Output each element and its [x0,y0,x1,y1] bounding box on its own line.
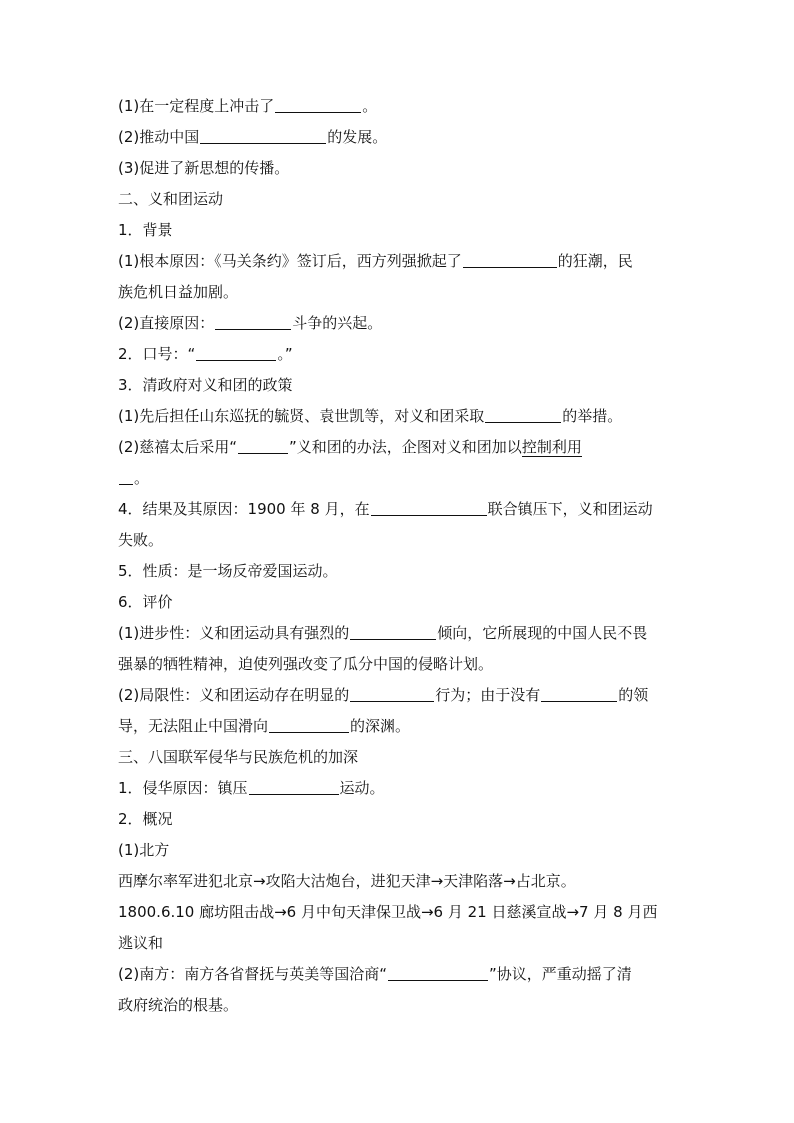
heading-result-cont: 失败。 [118,531,164,549]
fill-blank[interactable] [463,249,557,268]
invasion-cause [118,773,678,804]
heading-background: 1．背景 [118,221,173,239]
heading-evaluation: 6．评价 [118,593,173,611]
north-timeline-1: 西摩尔率军进犯北京→攻陷大沽炮台，进犯天津→天津陷落→占北京。 [118,872,576,890]
text: ”义和团的办法，企图对义和团加以 [289,438,522,456]
fill-blank[interactable] [388,962,488,981]
text: 的狂潮，民 [557,252,633,270]
text: 斗争的兴起。 [292,314,383,332]
item-1 [118,91,678,122]
evaluation-progressive [118,618,678,649]
south-line [118,959,678,990]
section-title-boxer: 二、义和团运动 [118,190,224,208]
text: ”协议，严重动摇了清 [489,965,632,983]
text: 1．侵华原因：镇压 [118,779,248,797]
item-3: (3)促进了新思想的传播。 [118,159,290,177]
fill-blank[interactable] [541,683,617,702]
text: (1)在一定程度上冲击了 [118,97,275,115]
fill-blank[interactable] [350,683,434,702]
fill-blank[interactable] [196,342,276,361]
text: 的领 [618,686,649,704]
text: 导，无法阻止中国滑向 [118,717,269,735]
fill-blank[interactable] [249,776,339,795]
text: (2)南方：南方各省督抚与英美等国洽商“ [118,965,388,983]
text: (2)推动中国 [118,128,200,146]
text: (1)根本原因：《马关条约》签订后，西方列强掀起了 [118,252,462,270]
fill-blank[interactable] [119,466,133,485]
evaluation-progressive-cont: 强暴的牺牲精神，迫使列强改变了瓜分中国的侵略计划。 [118,655,494,673]
fill-blank[interactable] [200,125,326,144]
fill-blank[interactable] [275,94,361,113]
north-title: (1)北方 [118,841,170,859]
background-root-cause-cont: 族危机日益加剧。 [118,283,239,301]
fill-blank[interactable] [350,621,436,640]
evaluation-limitation-cont [118,711,678,742]
background-direct-cause [118,308,678,339]
north-timeline-2: 1800.6.10 廊坊阻击战→6 月中旬天津保卫战→6 月 21 日慈溪宣战→7 月 8 月西 [118,903,658,921]
text: 行为；由于没有 [435,686,541,704]
fill-blank[interactable] [215,311,291,330]
heading-result [118,494,678,525]
background-root-cause [118,246,678,277]
fill-blank[interactable] [238,435,288,454]
fill-blank[interactable] [269,714,349,733]
text: 联合镇压下，义和团运动 [487,500,653,518]
text: 的深渊。 [350,717,411,735]
heading-qing-policy: 3．清政府对义和团的政策 [118,376,293,394]
south-line-cont: 政府统治的根基。 [118,996,239,1014]
fill-blank[interactable] [485,404,561,423]
text: 的发展。 [327,128,388,146]
item-2 [118,122,678,153]
evaluation-limitation [118,680,678,711]
text: 。 [362,97,378,115]
policy-1 [118,401,678,432]
text: 倾向，它所展现的中国人民不畏 [437,624,648,642]
policy-2-cont [118,463,678,494]
text: 2．口号：“ [118,345,196,363]
underlined-answer: 控制利用 [521,438,582,456]
text: 。 [134,469,150,487]
text: 。” [277,345,293,363]
north-timeline-2-cont: 逃议和 [118,934,164,952]
policy-2 [118,432,678,463]
fill-blank[interactable] [371,497,487,516]
text: (2)直接原因： [118,314,215,332]
section-title-eight-nation: 三、八国联军侵华与民族危机的加深 [118,748,359,766]
heading-overview: 2．概况 [118,810,173,828]
document-page [118,91,678,1021]
text: 运动。 [339,779,385,797]
heading-slogan [118,339,678,370]
text: 4．结果及其原因：1900 年 8 月，在 [118,500,370,518]
text: (1)进步性：义和团运动具有强烈的 [118,624,350,642]
text: 的举措。 [562,407,623,425]
text: (1)先后担任山东巡抚的毓贤、袁世凯等，对义和团采取 [118,407,485,425]
heading-nature: 5．性质：是一场反帝爱国运动。 [118,562,338,580]
text: (2)慈禧太后采用“ [118,438,238,456]
text: (2)局限性：义和团运动存在明显的 [118,686,350,704]
